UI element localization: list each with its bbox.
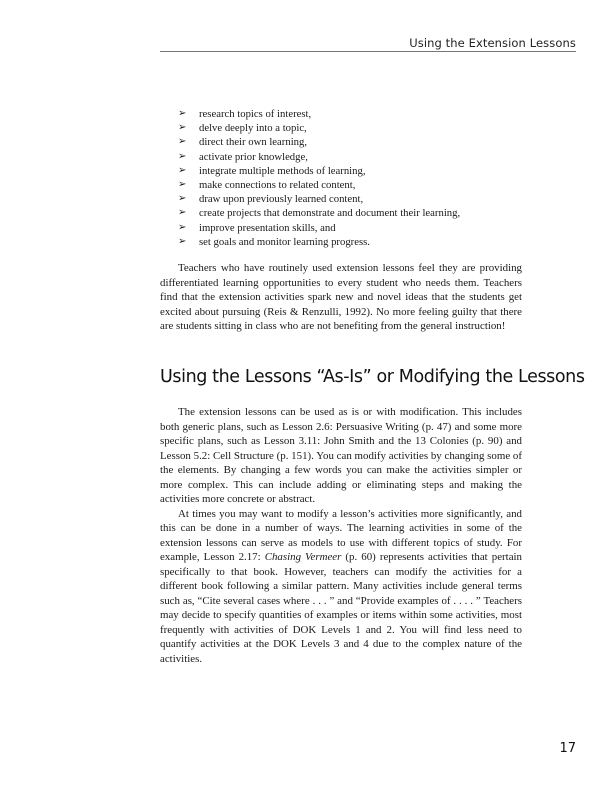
list-item-text: draw upon previously learned content, <box>199 193 364 206</box>
running-head: Using the Extension Lessons <box>409 36 576 50</box>
arrow-bullet-icon: ➢ <box>178 179 187 191</box>
arrow-bullet-icon: ➢ <box>178 164 187 176</box>
list-item-text: direct their own learning, <box>199 136 308 149</box>
arrow-bullet-icon: ➢ <box>178 207 187 219</box>
list-item-text: research topics of interest, <box>199 108 312 120</box>
page-number: 17 <box>559 741 576 756</box>
arrow-bullet-icon: ➢ <box>178 122 187 134</box>
list-item-text: delve deeply into a topic, <box>199 122 307 135</box>
arrow-bullet-icon: ➢ <box>178 108 187 119</box>
book-title: Chasing Vermeer <box>264 551 342 563</box>
list-item-text: make connections to related content, <box>199 179 356 192</box>
list-item-text: activate prior knowledge, <box>199 150 308 163</box>
list-item <box>178 107 460 121</box>
list-item-text: improve presentation skills, and <box>199 221 336 234</box>
list-item <box>178 235 460 249</box>
section-body <box>160 405 522 666</box>
list-item <box>178 164 460 178</box>
list-item <box>178 178 460 192</box>
section-heading: Using the Lessons “As-Is” or Modifying the Lessons <box>160 367 585 387</box>
list-item <box>178 121 460 135</box>
bullet-list <box>178 107 460 249</box>
header-rule <box>160 51 576 52</box>
list-item <box>178 206 460 220</box>
arrow-bullet-icon: ➢ <box>178 221 187 233</box>
list-item <box>178 135 460 149</box>
list-item-text: set goals and monitor learning progress. <box>199 235 370 248</box>
arrow-bullet-icon: ➢ <box>178 235 187 247</box>
body-paragraph-1: The extension lessons can be used as is or with modification. This includes both generic plans, such as Lesson 2.6: Persuasive Writing (p. 47) and some more specific plans, such as Lesson 3.11: John Smith and the 13 Colonies (p. 90) and Lesson 5.2: Cell Structure (p. 151). You can modify activities by changing some of the elements. By changing a few words you can make the activities simpler or more complex. This can include adding or eliminating steps and making the activities more concrete or abstract. <box>160 406 522 505</box>
arrow-bullet-icon: ➢ <box>178 136 187 148</box>
arrow-bullet-icon: ➢ <box>178 193 187 205</box>
list-item-text: integrate multiple methods of learning, <box>199 164 366 177</box>
body-paragraph-2-end: (p. 60) represents activities that pertain specifically to that book. However, teachers can modify the activities for a different book following a similar pattern. Many activities include general terms such as, “Cite several cases where . . . ” and “Provide examples of . . . . ” Teachers may decide to specify quantities of examples or items within some activities, most frequently with activities of DOK Levels 1 and 2. You will find less need to quantify activities at the DOK Levels 3 and 4 due to the complex nature of the activities. <box>160 551 522 665</box>
list-item-text: create projects that demonstrate and document their learning, <box>199 207 461 220</box>
list-item <box>178 221 460 235</box>
arrow-bullet-icon: ➢ <box>178 150 187 162</box>
intro-paragraph: Teachers who have routinely used extension lessons feel they are providing differentiated learning opportunities to every student who needs them. Teachers find that the extension activities spark new and novel ideas that the students get excited about pursuing (Reis & Renzulli, 1992). No more feeling guilty that there are students sitting in class who are not benefiting from the general instruction! <box>160 262 522 332</box>
body-paragraph-2 <box>160 507 522 667</box>
list-item <box>178 192 460 206</box>
list-item <box>178 150 460 164</box>
body-paragraph-2-start: At times you may want to modify a lesson’s activities more significantly, and this can be done in a number of ways. The learning activities in some of the extension lessons can serve as models to use with different topics of study. For example, Lesson 2.17: <box>160 507 522 563</box>
